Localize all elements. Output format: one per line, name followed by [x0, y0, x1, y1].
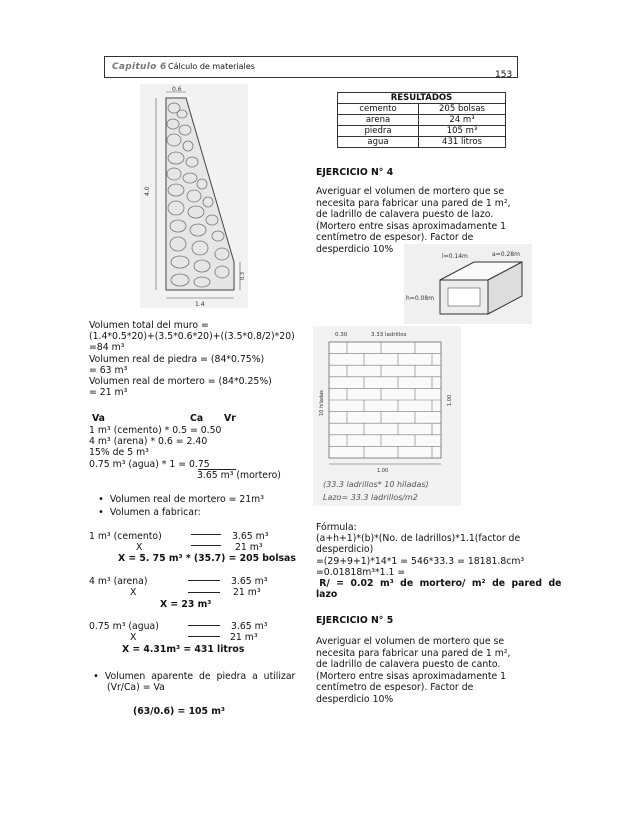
brick-length-label: a=0.28m	[492, 251, 520, 258]
rule-sand-21: 21 m³	[233, 587, 261, 598]
results-table	[337, 92, 506, 148]
height-dimension: 4.0	[144, 186, 151, 196]
wall-note-1: (33.3 ladrillos* 10 hiladas)	[323, 480, 429, 489]
rule-cement-21: 21 m³	[235, 542, 263, 553]
chapter-title: Cálculo de materiales	[168, 62, 255, 71]
brick-wall-drawing	[313, 326, 461, 506]
wall-note-2: Lazo= 33.3 ladrillos/m2	[323, 493, 418, 502]
mix-calculation: 1 m³ (cemento) * 0.5 = 0.50 4 m³ (arena) * 0.6 = 2.40 15% de 5 m³ 0.75 m³ (agua) * 1 = 0.75	[89, 425, 222, 470]
wall-top-right-dim: 3.33 ladrillos	[371, 332, 407, 338]
rule-water-x: X	[130, 632, 137, 643]
wall-bottom-dim: 1.00	[377, 468, 389, 474]
col-ca: Ca	[190, 413, 204, 424]
top-dimension: 0.6	[172, 86, 182, 93]
brick-height-label: h=0.08m	[406, 295, 435, 302]
base-dimension: 1.4	[195, 301, 205, 308]
wall-side-label: 10 hiladas	[319, 390, 325, 416]
mortar-sum: 3.65 m³ (mortero)	[197, 470, 281, 481]
bullet-3: • Volumen aparente de piedra a utilizar (Vr/Ca) = Va	[93, 671, 296, 694]
exercise-4-heading: EJERCICIO N° 4	[316, 167, 394, 178]
step-dimension: 0.3	[240, 272, 246, 280]
table-row: cemento 205 bolsas	[338, 104, 506, 115]
wall-right-dim: 1.00	[447, 394, 453, 406]
exercise-4-text: Averiguar el volumen de mortero que se necesita para fabricar una pared de 1 m², de ladrillo de calavera puesto de lazo. (Mortero entre sisas aproximadamente 1 centímetro de espesor). Factor de desperdicio 10%	[316, 186, 511, 255]
bullet-1: • Volumen real de mortero = 21m³	[98, 494, 264, 505]
col-vr: Vr	[224, 413, 236, 424]
wall-section-drawing	[140, 84, 248, 308]
rule-line	[188, 592, 220, 593]
wall-top-left-dim: 0.30	[335, 332, 348, 338]
rule-water-left: 0.75 m³ (agua)	[89, 621, 159, 632]
rule-line	[191, 545, 221, 546]
exercise-5-text: Averiguar el volumen de mortero que se necesita para fabricar una pared de 1 m², de ladrillo de calavera puesto de canto. (Mortero entre sisas aproximadamente 1 centímetro de espesor). Factor de desperdicio 10%	[316, 636, 511, 705]
cement-result: X = 5. 75 m³ * (35.7) = 205 bolsas	[118, 553, 296, 564]
col-va: Va	[92, 413, 105, 424]
results-title: RESULTADOS	[338, 93, 506, 104]
rule-cement-x: X	[136, 542, 143, 553]
rule-cement-left: 1 m³ (cemento)	[89, 531, 162, 542]
rule-cement-right: 3.65 m³	[232, 531, 269, 542]
rule-line	[188, 636, 220, 637]
water-result: X = 4.31m³ = 431 litros	[122, 644, 245, 655]
rule-sand-right: 3.65 m³	[231, 576, 268, 587]
rule-water-21: 21 m³	[230, 632, 258, 643]
bullet-2: • Volumen a fabricar:	[98, 507, 201, 518]
total-volume-block: Volumen total del muro = (1.4*0.5*20)+(3.5*0.6*20)+((3.5*0.8/2)*20) =84 m³ Volumen real de piedra = (84*0.75%) = 63 m³ Volumen real de mortero = (84*0.25%) = 21 m³	[89, 320, 295, 399]
rule-water-right: 3.65 m³	[231, 621, 268, 632]
table-row: piedra 105 m³	[338, 126, 506, 137]
chapter-label: Capitulo 6	[112, 62, 167, 72]
brick-drawing	[404, 244, 532, 324]
rule-line	[188, 625, 220, 626]
table-row: agua 431 litros	[338, 137, 506, 148]
stone-final: (63/0.6) = 105 m³	[133, 706, 225, 717]
exercise-5-heading: EJERCICIO N° 5	[316, 615, 394, 626]
rule-line	[191, 534, 221, 535]
rule-sand-left: 4 m³ (arena)	[89, 576, 148, 587]
page-number: 153	[495, 70, 513, 80]
rule-sand-x: X	[130, 587, 137, 598]
table-row: arena 24 m³	[338, 115, 506, 126]
rule-line	[188, 580, 220, 581]
brick-width-label: l=0.14m	[442, 253, 468, 260]
formula-block: Fórmula: (a+h+1)*(b)*(No. de ladrillos)*1.1(factor de desperdicio) =(29+9+1)*14*1 = 546*33.3 = 18181.8cm³ =0.01818m³*1.1 = R/ = 0.02 m³ de mortero/ m² de pared de lazo	[316, 522, 562, 601]
sand-result: X = 23 m³	[160, 599, 212, 610]
